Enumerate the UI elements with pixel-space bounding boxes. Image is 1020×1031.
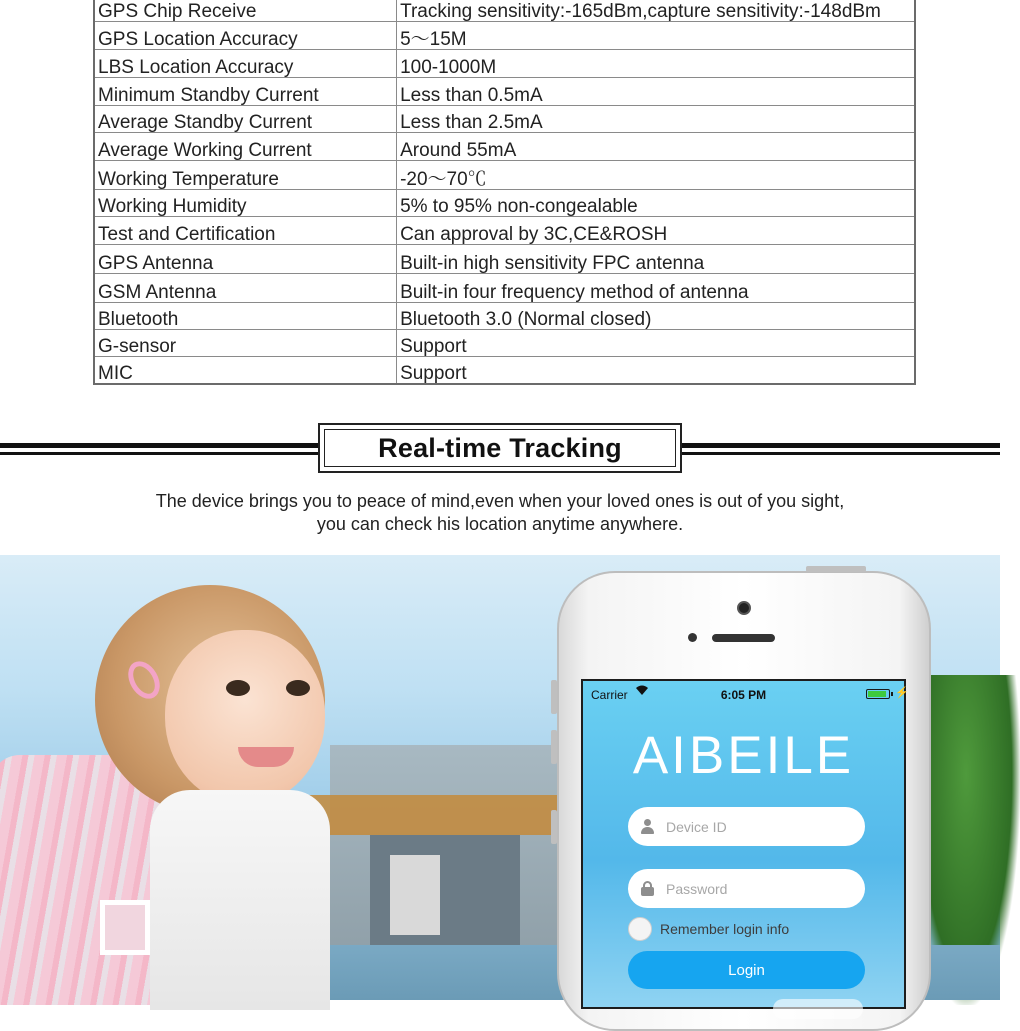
spec-key: GPS Location Accuracy xyxy=(94,21,397,49)
remember-login-label: Remember login info xyxy=(660,921,790,937)
spec-key: Working Humidity xyxy=(94,189,397,216)
phone-screen xyxy=(581,679,909,1009)
device-id-input[interactable] xyxy=(666,819,856,835)
building-door xyxy=(390,855,440,935)
table-row xyxy=(94,329,915,356)
device-id-field[interactable] xyxy=(628,807,865,846)
building-awning xyxy=(300,795,560,835)
spec-value: -20～70℃ xyxy=(397,160,915,189)
spec-value: Around 55mA xyxy=(397,132,915,160)
password-field[interactable] xyxy=(628,869,865,908)
backpack-window-icon xyxy=(100,900,150,955)
spec-key: Test and Certification xyxy=(94,216,397,244)
table-row xyxy=(94,49,915,77)
spec-value: Less than 0.5mA xyxy=(397,77,915,105)
earpiece-speaker xyxy=(712,634,775,642)
spec-value: Built-in high sensitivity FPC antenna xyxy=(397,244,915,273)
proximity-sensor xyxy=(688,633,697,642)
girl-shirt xyxy=(150,790,330,1010)
table-row xyxy=(94,132,915,160)
header-divider-right xyxy=(682,443,1000,457)
cloud-decoration xyxy=(773,999,863,1019)
table-row xyxy=(94,77,915,105)
spec-key: MIC xyxy=(94,356,397,384)
spec-value: Support xyxy=(397,356,915,384)
spec-value: 5～15M xyxy=(397,21,915,49)
header-divider-left xyxy=(0,443,318,457)
phone-volume-up xyxy=(551,730,557,764)
battery-icon xyxy=(866,689,890,699)
table-row xyxy=(94,244,915,273)
spec-key: Working Temperature xyxy=(94,160,397,189)
table-row xyxy=(94,105,915,132)
battery-tip xyxy=(891,692,893,696)
spec-key: Average Standby Current xyxy=(94,105,397,132)
spec-key: Average Working Current xyxy=(94,132,397,160)
charging-bolt-icon: ⚡ xyxy=(895,687,909,699)
spec-table xyxy=(93,0,916,385)
phone-volume-down xyxy=(551,810,557,844)
spec-key: GPS Chip Receive xyxy=(94,0,397,21)
remember-login-radio[interactable] xyxy=(628,917,652,941)
girl-face xyxy=(165,630,325,805)
spec-value: Bluetooth 3.0 (Normal closed) xyxy=(397,302,915,329)
spec-value: 5% to 95% non-congealable xyxy=(397,189,915,216)
table-row xyxy=(94,21,915,49)
girl-eye xyxy=(226,680,250,696)
user-icon xyxy=(628,819,666,834)
spec-key: Bluetooth xyxy=(94,302,397,329)
front-camera-icon xyxy=(737,601,751,615)
carrier-label: Carrier xyxy=(591,688,628,702)
section-description-line-2: you can check his location anytime anywhere. xyxy=(316,514,684,534)
girl-eye xyxy=(286,680,310,696)
table-row xyxy=(94,189,915,216)
spec-value: Built-in four frequency method of antenna xyxy=(397,273,915,302)
spec-value: 100-1000M xyxy=(397,49,915,77)
app-logo-text: AIBEILE xyxy=(632,726,855,785)
spec-value: Support xyxy=(397,329,915,356)
spec-key: Minimum Standby Current xyxy=(94,77,397,105)
phone-power-button xyxy=(806,566,866,572)
spec-key: GSM Antenna xyxy=(94,273,397,302)
table-row xyxy=(94,216,915,244)
password-input[interactable] xyxy=(666,881,856,897)
spec-key: GPS Antenna xyxy=(94,244,397,273)
lock-icon xyxy=(628,881,666,896)
table-row xyxy=(94,0,915,21)
section-title: Real-time Tracking xyxy=(324,429,676,467)
spec-value: Can approval by 3C,CE&ROSH xyxy=(397,216,915,244)
phone-mute-switch xyxy=(551,680,557,714)
spec-value: Tracking sensitivity:-165dBm,capture sensitivity:-148dBm xyxy=(397,0,915,21)
status-bar xyxy=(583,681,909,707)
table-row xyxy=(94,356,915,384)
remember-login-option[interactable] xyxy=(628,917,789,941)
status-time: 6:05 PM xyxy=(720,688,767,702)
section-title-box xyxy=(318,423,682,473)
spec-key: LBS Location Accuracy xyxy=(94,49,397,77)
spec-value: Less than 2.5mA xyxy=(397,105,915,132)
table-row xyxy=(94,273,915,302)
spec-key: G-sensor xyxy=(94,329,397,356)
section-description-line-1: The device brings you to peace of mind,even when your loved ones is out of you sight, xyxy=(155,491,845,511)
table-row xyxy=(94,160,915,189)
table-row xyxy=(94,302,915,329)
login-button[interactable]: Login xyxy=(628,951,865,989)
